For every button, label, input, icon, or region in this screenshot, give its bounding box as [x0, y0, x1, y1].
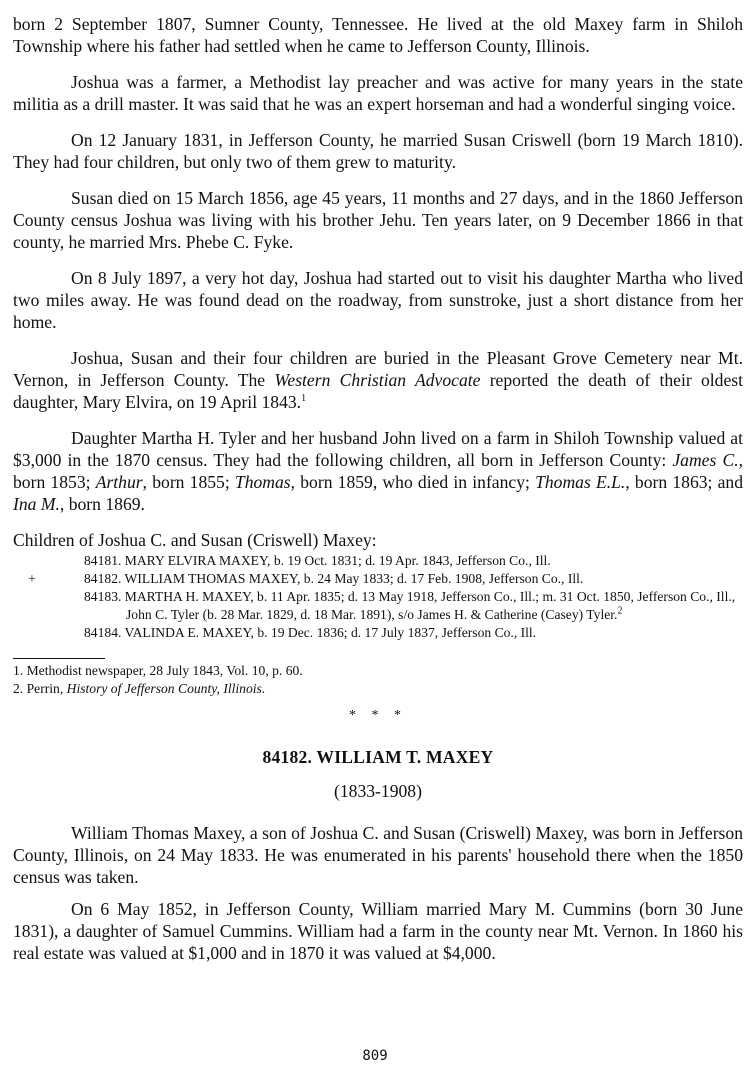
- child-entry-text: 84182. WILLIAM THOMAS MAXEY, b. 24 May 1833; d. 17 Feb. 1908, Jefferson Co., Ill.: [84, 571, 584, 586]
- child-name: Thomas E.L.: [535, 472, 626, 492]
- text-run: reported the death of their oldest daughter, Mary Elvira, on 19 April 1843.: [13, 370, 744, 412]
- paragraph-7: [13, 427, 743, 515]
- footnote-text: 1. Methodist newspaper, 28 July 1843, Vol. 10, p. 60.: [13, 663, 303, 678]
- section-paragraph-2: [13, 898, 743, 964]
- paragraph-2: [13, 71, 743, 115]
- text-run: Joshua, Susan and their four children are buried in the Pleasant Grove Cemetery near Mt. Vernon, in Jefferson County. The: [13, 348, 743, 390]
- newspaper-title: Western Christian Advocate: [274, 370, 481, 390]
- section-separator: * * *: [349, 708, 407, 723]
- child-name: James C.: [672, 450, 739, 470]
- child-name: Thomas: [234, 472, 291, 492]
- child-name: Arthur: [95, 472, 143, 492]
- paragraph-6: [13, 347, 743, 413]
- document-page: [13, 13, 743, 978]
- text-run: On 6 May 1852, in Jefferson County, William married Mary M. Cummins (born 30 June 1831), a daughter of Samuel Cummins. William had a farm in the county near Mt. Vernon. In 1860 his real estate was valued at $1,000 and in 1870 it was valued at $4,000.: [13, 899, 743, 963]
- text-run: Daughter Martha H. Tyler and her husband John lived on a farm in Shiloh Township valued at $3,000 in the 1870 census. They had the following children, all born in Jefferson County:: [13, 428, 743, 470]
- child-entry: [13, 552, 743, 570]
- child-entry-text: 84184. VALINDA E. MAXEY, b. 19 Dec. 1836; d. 17 July 1837, Jefferson Co., Ill.: [84, 625, 537, 640]
- text-run: born 2 September 1807, Sumner County, Tennessee. He lived at the old Maxey farm in Shiloh Township where his father had settled when he came to Jefferson County, Illinois.: [13, 14, 743, 56]
- paragraph-4: [13, 187, 743, 253]
- section-title: 84182. WILLIAM T. MAXEY: [262, 747, 494, 767]
- child-entry: [13, 624, 743, 642]
- text-run: , born 1863; and: [625, 472, 744, 492]
- section-paragraph-1: [13, 822, 743, 888]
- text-run: , born 1859, who died in infancy;: [290, 472, 536, 492]
- child-name: Ina M.: [13, 494, 60, 514]
- text-run: On 12 January 1831, in Jefferson County, he married Susan Criswell (born 19 March 1810). They had four children, but only two of them grew to maturity.: [13, 130, 743, 172]
- children-heading: Children of Joshua C. and Susan (Criswell) Maxey:: [13, 530, 377, 550]
- section-years: (1833-1908): [334, 781, 422, 801]
- text-run: , born 1855;: [142, 472, 235, 492]
- text-run: Susan died on 15 March 1856, age 45 years, 11 months and 27 days, and in the 1860 Jefferson County census Joshua was living with his brother Jehu. Ten years later, on 9 December 1866 in that county, he married Mrs. Phebe C. Fyke.: [13, 188, 743, 252]
- footnote-2: [13, 680, 743, 698]
- child-entry-text: 84183. MARTHA H. MAXEY, b. 11 Apr. 1835; d. 13 May 1918, Jefferson Co., Ill.; m. 31 Oct. 1850, Jefferson Co., Ill., John C. Tyler (b. 28 Mar. 1829, d. 18 Mar. 1891), s/o James H. & Catherine (Casey) Tyler.: [84, 589, 736, 622]
- footnote-text: 2. Perrin,: [13, 681, 67, 696]
- paragraph-1: [13, 13, 743, 57]
- child-entry: [13, 570, 743, 588]
- text-run: Joshua was a farmer, a Methodist lay preacher and was active for many years in the state militia as a drill master. It was said that he was an expert horseman and had a wonderful singing voice.: [13, 72, 743, 114]
- descendant-marker: +: [28, 571, 36, 586]
- footnotes-list: [13, 662, 743, 698]
- text-run: , born 1869.: [59, 494, 145, 514]
- text-run: William Thomas Maxey, a son of Joshua C. and Susan (Criswell) Maxey, was born in Jefferson County, Illinois, on 24 May 1833. He was enumerated in his parents' household there when the 1850 census was taken.: [13, 823, 743, 887]
- footnote-ref-2[interactable]: 2: [617, 605, 623, 617]
- page-number: 809: [362, 1048, 388, 1064]
- children-list: [13, 552, 743, 642]
- child-entry: [13, 588, 743, 624]
- paragraph-5: [13, 267, 743, 333]
- footnote-1: [13, 662, 743, 680]
- text-run: , born 1853;: [13, 450, 743, 492]
- paragraph-3: [13, 129, 743, 173]
- footnote-ref-1[interactable]: 1: [301, 393, 307, 405]
- child-entry-text: 84181. MARY ELVIRA MAXEY, b. 19 Oct. 1831; d. 19 Apr. 1843, Jefferson Co., Ill.: [84, 553, 551, 568]
- text-run: On 8 July 1897, a very hot day, Joshua had started out to visit his daughter Martha who lived two miles away. He was found dead on the roadway, from sunstroke, just a short distance from her home.: [13, 268, 743, 332]
- footnote-divider: [13, 658, 105, 659]
- book-title: History of Jefferson County, Illinois.: [66, 681, 266, 696]
